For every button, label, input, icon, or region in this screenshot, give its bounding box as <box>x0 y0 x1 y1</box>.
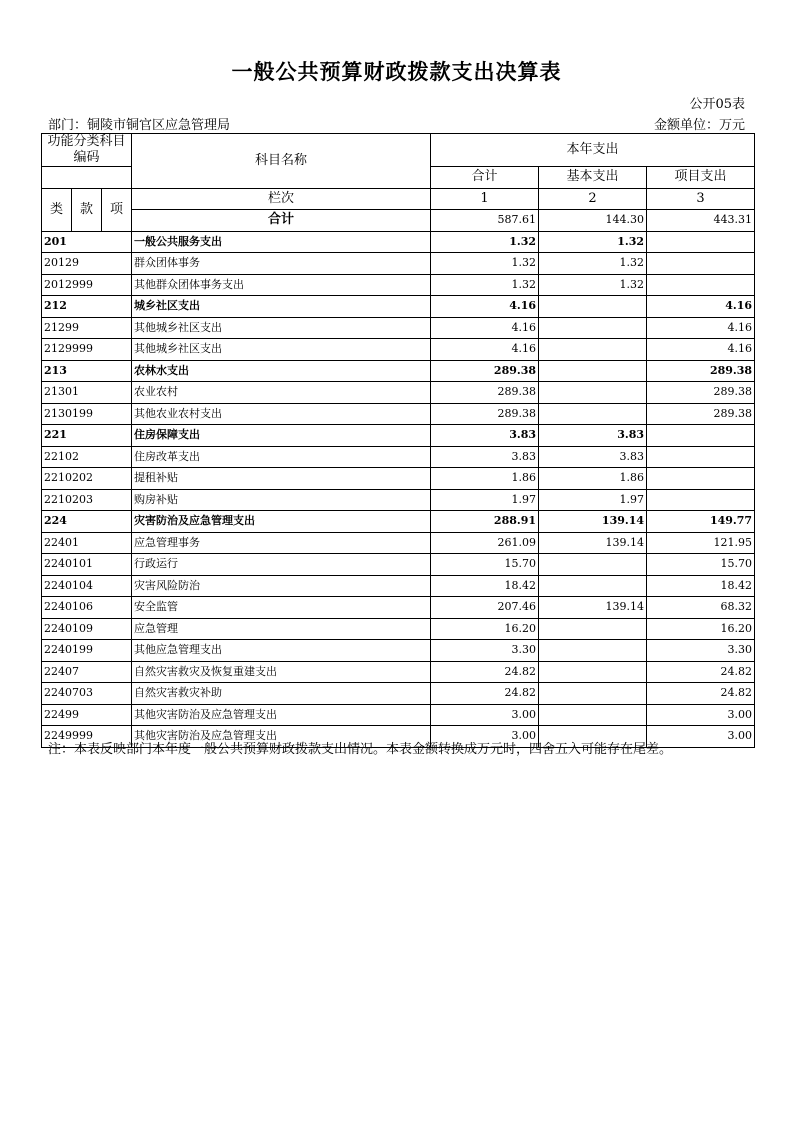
col1-header: 1 <box>431 188 539 210</box>
lei-header: 类 <box>42 188 72 231</box>
row-subject-name: 其他灾害防治及应急管理支出 <box>132 704 431 726</box>
column-no-header: 栏次 <box>132 188 431 210</box>
table-row <box>42 446 755 468</box>
table-row <box>42 575 755 597</box>
row-total: 18.42 <box>431 575 539 597</box>
row-code: 2240109 <box>42 618 132 640</box>
table-row <box>42 683 755 705</box>
row-subject-name: 提租补贴 <box>132 468 431 490</box>
row-code: 2240703 <box>42 683 132 705</box>
row-project: 289.38 <box>647 360 755 382</box>
row-code: 212 <box>42 296 132 318</box>
row-basic <box>539 403 647 425</box>
row-project: 15.70 <box>647 554 755 576</box>
row-project: 4.16 <box>647 296 755 318</box>
subject-name-header: 科目名称 <box>132 134 431 189</box>
row-total: 3.83 <box>431 446 539 468</box>
row-basic <box>539 382 647 404</box>
row-subject-name: 其他农业农村支出 <box>132 403 431 425</box>
row-total: 207.46 <box>431 597 539 619</box>
row-project: 16.20 <box>647 618 755 640</box>
row-basic <box>539 317 647 339</box>
kuan-header: 款 <box>72 188 102 231</box>
row-code: 2249999 <box>42 726 132 748</box>
row-project: 289.38 <box>647 403 755 425</box>
page-title: 一般公共预算财政拨款支出决算表 <box>231 60 562 84</box>
row-code: 21301 <box>42 382 132 404</box>
basic-header: 基本支出 <box>539 167 647 189</box>
row-total: 289.38 <box>431 382 539 404</box>
row-basic: 139.14 <box>539 597 647 619</box>
row-code: 224 <box>42 511 132 533</box>
year-expense-header: 本年支出 <box>431 134 755 167</box>
table-row <box>42 425 755 447</box>
row-total: 3.83 <box>431 425 539 447</box>
row-basic <box>539 339 647 361</box>
row-basic <box>539 704 647 726</box>
row-code: 2012999 <box>42 274 132 296</box>
row-subject-name: 应急管理事务 <box>132 532 431 554</box>
row-total: 24.82 <box>431 683 539 705</box>
row-code: 213 <box>42 360 132 382</box>
row-basic: 3.83 <box>539 446 647 468</box>
row-code: 2240199 <box>42 640 132 662</box>
row-basic: 139.14 <box>539 532 647 554</box>
row-subject-name: 城乡社区支出 <box>132 296 431 318</box>
row-total: 3.00 <box>431 726 539 748</box>
row-subject-name: 农业农村 <box>132 382 431 404</box>
row-basic <box>539 683 647 705</box>
table-row <box>42 640 755 662</box>
row-code: 20129 <box>42 253 132 275</box>
func-code-spacer <box>42 167 132 189</box>
col2-header: 2 <box>539 188 647 210</box>
func-code-header: 功能分类科目编码 <box>42 134 132 167</box>
row-total: 1.32 <box>431 253 539 275</box>
row-basic: 1.32 <box>539 274 647 296</box>
row-project <box>647 253 755 275</box>
footnote: 注：本表反映部门本年度一般公共预算财政拨款支出情况。本表金额转换成万元时，四舍五入可能存在尾差。 <box>48 742 673 757</box>
row-total: 15.70 <box>431 554 539 576</box>
row-project: 121.95 <box>647 532 755 554</box>
total-header: 合计 <box>431 167 539 189</box>
row-basic: 1.86 <box>539 468 647 490</box>
grand-basic-value: 144.30 <box>539 210 647 232</box>
row-subject-name: 灾害风险防治 <box>132 575 431 597</box>
row-basic <box>539 618 647 640</box>
row-code: 2210203 <box>42 489 132 511</box>
table-row <box>42 554 755 576</box>
row-project <box>647 425 755 447</box>
row-project: 149.77 <box>647 511 755 533</box>
grand-total-value: 587.61 <box>431 210 539 232</box>
row-total: 1.32 <box>431 274 539 296</box>
table-row <box>42 317 755 339</box>
table-row <box>42 489 755 511</box>
row-subject-name: 其他城乡社区支出 <box>132 339 431 361</box>
row-code: 22401 <box>42 532 132 554</box>
row-subject-name: 安全监管 <box>132 597 431 619</box>
xiang-header: 项 <box>102 188 132 231</box>
row-project: 289.38 <box>647 382 755 404</box>
row-subject-name: 应急管理 <box>132 618 431 640</box>
row-basic <box>539 296 647 318</box>
row-subject-name: 其他群众团体事务支出 <box>132 274 431 296</box>
table-row <box>42 511 755 533</box>
table-row <box>42 704 755 726</box>
expenditure-table <box>41 133 755 748</box>
row-total: 4.16 <box>431 317 539 339</box>
row-subject-name: 其他城乡社区支出 <box>132 317 431 339</box>
row-code: 22407 <box>42 661 132 683</box>
table-row <box>42 532 755 554</box>
row-project <box>647 231 755 253</box>
col3-header: 3 <box>647 188 755 210</box>
row-code: 201 <box>42 231 132 253</box>
row-total: 288.91 <box>431 511 539 533</box>
row-code: 2240104 <box>42 575 132 597</box>
row-total: 289.38 <box>431 360 539 382</box>
form-number: 公开05表 <box>689 97 745 112</box>
row-subject-name: 自然灾害救灾补助 <box>132 683 431 705</box>
row-basic <box>539 575 647 597</box>
table-row <box>42 403 755 425</box>
row-project: 24.82 <box>647 683 755 705</box>
row-total: 1.86 <box>431 468 539 490</box>
table-row <box>42 274 755 296</box>
row-code: 21299 <box>42 317 132 339</box>
row-total: 4.16 <box>431 339 539 361</box>
row-code: 22499 <box>42 704 132 726</box>
row-subject-name: 其他灾害防治及应急管理支出 <box>132 726 431 748</box>
row-project: 4.16 <box>647 317 755 339</box>
row-subject-name: 农林水支出 <box>132 360 431 382</box>
row-project <box>647 489 755 511</box>
row-subject-name: 其他应急管理支出 <box>132 640 431 662</box>
table-row <box>42 339 755 361</box>
row-total: 1.32 <box>431 231 539 253</box>
row-basic: 1.97 <box>539 489 647 511</box>
row-subject-name: 住房保障支出 <box>132 425 431 447</box>
row-basic: 3.83 <box>539 425 647 447</box>
table-row <box>42 661 755 683</box>
table-row <box>42 597 755 619</box>
table-row <box>42 296 755 318</box>
row-project: 68.32 <box>647 597 755 619</box>
row-subject-name: 行政运行 <box>132 554 431 576</box>
table-row <box>42 360 755 382</box>
row-project: 3.00 <box>647 704 755 726</box>
row-total: 1.97 <box>431 489 539 511</box>
row-project: 24.82 <box>647 661 755 683</box>
row-code: 2129999 <box>42 339 132 361</box>
row-basic <box>539 360 647 382</box>
row-code: 2240106 <box>42 597 132 619</box>
row-code: 2240101 <box>42 554 132 576</box>
table-row <box>42 231 755 253</box>
row-total: 3.00 <box>431 704 539 726</box>
row-total: 24.82 <box>431 661 539 683</box>
table-row <box>42 618 755 640</box>
row-total: 16.20 <box>431 618 539 640</box>
row-subject-name: 住房改革支出 <box>132 446 431 468</box>
table-row <box>42 468 755 490</box>
project-header: 项目支出 <box>647 167 755 189</box>
unit-label: 金额单位：万元 <box>653 118 745 133</box>
row-project: 4.16 <box>647 339 755 361</box>
row-project <box>647 446 755 468</box>
row-code: 2130199 <box>42 403 132 425</box>
row-total: 4.16 <box>431 296 539 318</box>
row-basic: 139.14 <box>539 511 647 533</box>
row-total: 3.30 <box>431 640 539 662</box>
row-total: 261.09 <box>431 532 539 554</box>
table-row <box>42 253 755 275</box>
row-basic: 1.32 <box>539 253 647 275</box>
row-code: 221 <box>42 425 132 447</box>
row-basic <box>539 554 647 576</box>
grand-project-value: 443.31 <box>647 210 755 232</box>
row-project: 18.42 <box>647 575 755 597</box>
grand-total-label: 合计 <box>132 210 431 232</box>
row-code: 2210202 <box>42 468 132 490</box>
row-subject-name: 灾害防治及应急管理支出 <box>132 511 431 533</box>
table-row <box>42 382 755 404</box>
row-project <box>647 468 755 490</box>
row-basic <box>539 661 647 683</box>
row-basic <box>539 640 647 662</box>
row-subject-name: 群众团体事务 <box>132 253 431 275</box>
row-project <box>647 274 755 296</box>
row-code: 22102 <box>42 446 132 468</box>
row-subject-name: 自然灾害救灾及恢复重建支出 <box>132 661 431 683</box>
row-subject-name: 一般公共服务支出 <box>132 231 431 253</box>
row-subject-name: 购房补贴 <box>132 489 431 511</box>
row-project: 3.30 <box>647 640 755 662</box>
row-project: 3.00 <box>647 726 755 748</box>
row-basic: 1.32 <box>539 231 647 253</box>
row-total: 289.38 <box>431 403 539 425</box>
department-label: 部门：铜陵市铜官区应急管理局 <box>48 118 231 133</box>
